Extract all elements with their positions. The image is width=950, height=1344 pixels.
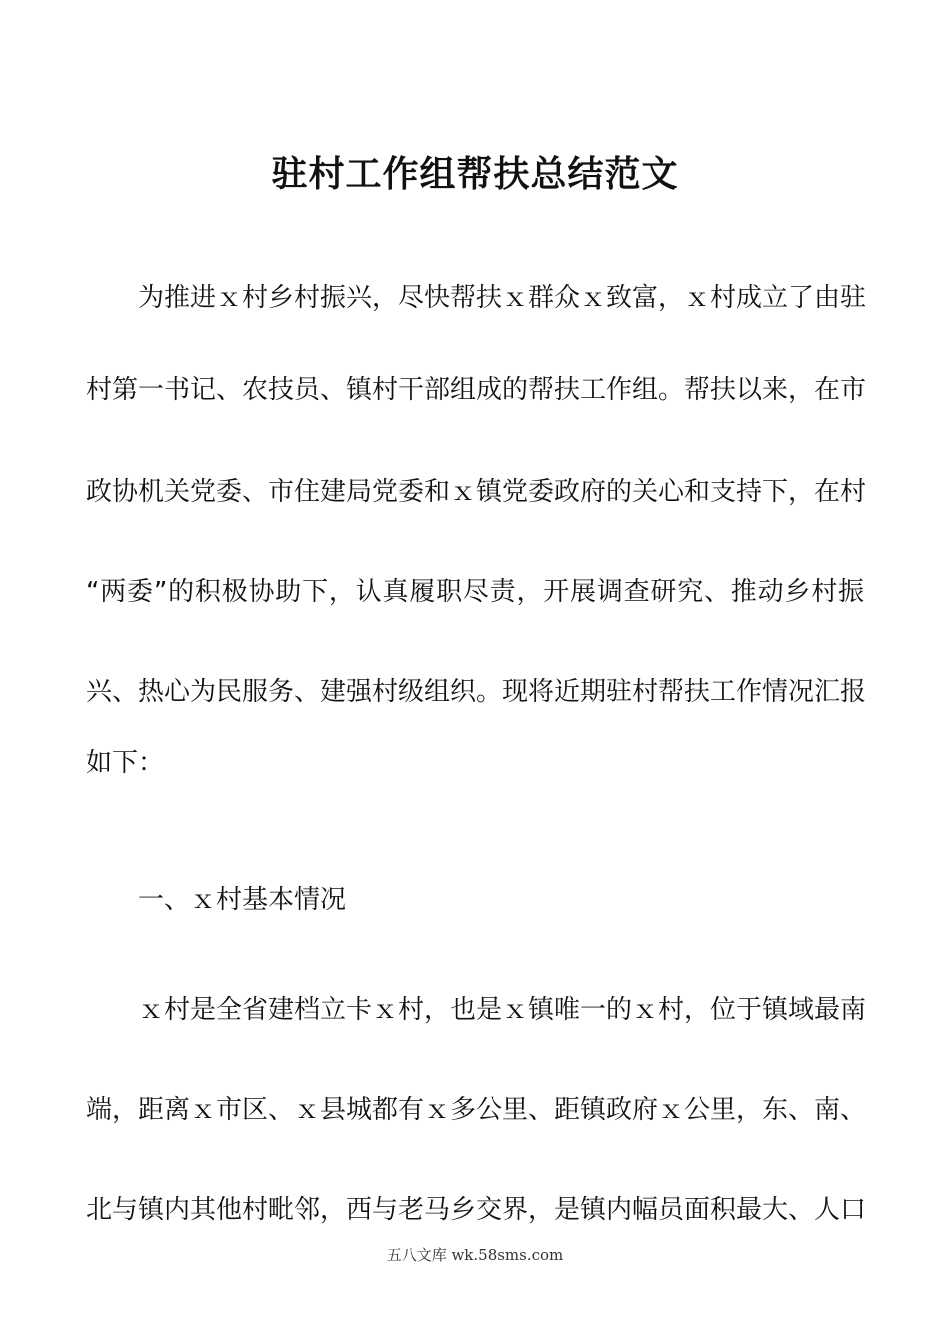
footer-watermark: 五八文库 wk.58sms.com [386,1246,564,1264]
paragraph-line: 村第一书记、农技员、镇村干部组成的帮扶工作组。帮扶以来，在市 [86,375,867,405]
paragraph-line: ｘ村是全省建档立卡ｘ村，也是ｘ镇唯一的ｘ村，位于镇域最南 [138,995,867,1025]
section-heading: 一、ｘ村基本情况 [138,885,347,915]
paragraph-line: 如下： [86,748,165,778]
document-title: 驻村工作组帮扶总结范文 [271,154,679,195]
paragraph-line: “两委”的积极协助下，认真履职尽责，开展调查研究、推动乡村振 [86,577,864,607]
paragraph-line: 兴、热心为民服务、建强村级组织。现将近期驻村帮扶工作情况汇报 [86,677,867,707]
paragraph-line: 为推进ｘ村乡村振兴，尽快帮扶ｘ群众ｘ致富，ｘ村成立了由驻 [138,283,867,313]
paragraph-line: 端，距离ｘ市区、ｘ县城都有ｘ多公里、距镇政府ｘ公里，东、南、 [86,1095,867,1125]
paragraph-line: 北与镇内其他村毗邻，西与老马乡交界，是镇内幅员面积最大、人口 [86,1195,867,1225]
paragraph-line: 政协机关党委、市住建局党委和ｘ镇党委政府的关心和支持下，在村 [86,477,867,507]
